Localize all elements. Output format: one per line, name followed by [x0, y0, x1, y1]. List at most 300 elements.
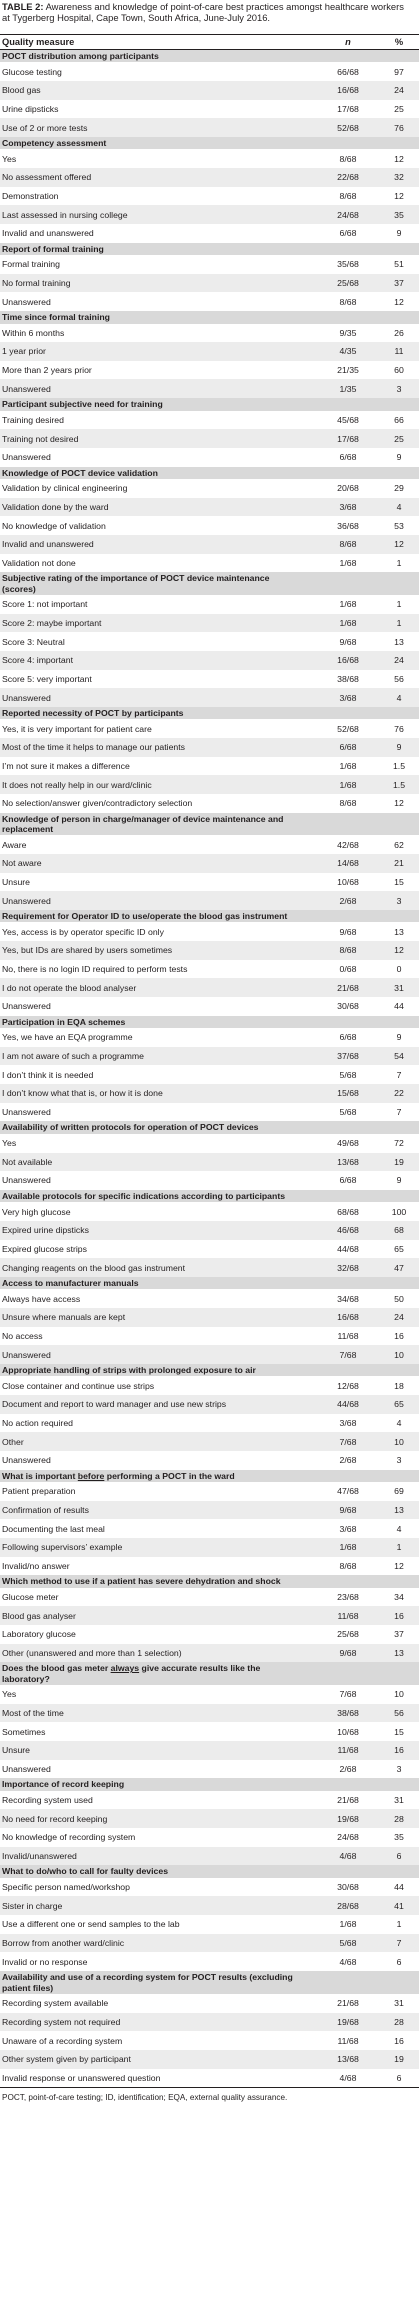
table-row [0, 1538, 419, 1557]
row-percent-value: 19 [394, 1156, 404, 1167]
row-n-value: 44/68 [337, 1243, 359, 1254]
section-header [0, 243, 419, 255]
row-label: Unanswered [2, 1455, 51, 1466]
table-row [0, 498, 419, 517]
row-label: I don’t know what that is, or how it is done [2, 1088, 163, 1099]
row-n-value: 6/68 [339, 742, 357, 753]
row-percent-value: 4 [396, 1417, 402, 1428]
row-label: No knowledge of validation [2, 520, 106, 531]
row-label: Other [2, 1436, 24, 1447]
table-row [0, 1625, 419, 1644]
section-header [0, 1470, 419, 1482]
row-n-value: 9/35 [339, 327, 357, 338]
row-percent-value: 16 [394, 2035, 404, 2046]
table-row [0, 960, 419, 979]
row-percent-value: 12 [394, 539, 404, 550]
row-n-value: 1/68 [339, 617, 357, 628]
row-label: Yes, we have an EQA programme [2, 1032, 133, 1043]
row-n-value: 45/68 [337, 414, 359, 425]
row-label: Unanswered [2, 1349, 51, 1360]
row-n-value: 23/68 [337, 1591, 359, 1602]
row-n-value: 2/68 [339, 1764, 357, 1775]
row-percent-value: 13 [394, 1647, 404, 1658]
row-label: Not aware [2, 858, 42, 869]
row-n-value: 37/68 [337, 1051, 359, 1062]
row-label: Training not desired [2, 433, 79, 444]
row-label: Unanswered [2, 1001, 51, 1012]
row-percent-value: 1 [396, 1542, 402, 1553]
row-label: Most of the time [2, 1708, 64, 1719]
table-row [0, 1153, 419, 1172]
row-percent-value: 9 [396, 228, 402, 239]
row-percent-value: 15 [394, 877, 404, 888]
row-label: Urine dipsticks [2, 104, 59, 115]
row-percent-value: 13 [394, 1504, 404, 1515]
row-n-value: 8/68 [339, 296, 357, 307]
section-title: Reported necessity of POCT by participants [2, 707, 184, 718]
row-percent-value: 50 [394, 1293, 404, 1304]
row-n-value: 7/68 [339, 1689, 357, 1700]
table-row [0, 81, 419, 100]
row-n-value: 52/68 [337, 122, 359, 133]
row-n-value: 15/68 [337, 1088, 359, 1099]
row-percent-value: 1 [396, 617, 402, 628]
row-percent-value: 25 [394, 433, 404, 444]
section-header [0, 1016, 419, 1028]
row-label: No access [2, 1330, 43, 1341]
row-label: Training desired [2, 414, 64, 425]
table-row [0, 1741, 419, 1760]
row-n-value: 0/68 [339, 964, 357, 975]
row-label: Within 6 months [2, 327, 65, 338]
row-n-value: 8/68 [339, 945, 357, 956]
row-label: Demonstration [2, 191, 59, 202]
row-percent-value: 54 [394, 1051, 404, 1062]
row-n-value: 22/68 [337, 172, 359, 183]
table-row [0, 1103, 419, 1122]
row-percent-value: 12 [394, 945, 404, 956]
row-n-value: 16/68 [337, 655, 359, 666]
table-row [0, 1395, 419, 1414]
section-header [0, 1865, 419, 1877]
row-n-value: 21/68 [337, 1998, 359, 2009]
section-header [0, 50, 419, 62]
row-n-value: 38/68 [337, 673, 359, 684]
row-percent-value: 16 [394, 1330, 404, 1341]
table-row [0, 535, 419, 554]
section-title: What to do/who to call for faulty devices [2, 1866, 169, 1877]
row-label: Yes [2, 1138, 17, 1149]
header-quality-measure: Quality measure [2, 37, 75, 47]
row-n-value: 5/68 [339, 1069, 357, 1080]
row-label: Most of the time it helps to manage our patients [2, 742, 186, 753]
row-label: I do not operate the blood analyser [2, 982, 137, 993]
row-percent-value: 9 [396, 742, 402, 753]
row-label: I don’t think it is needed [2, 1069, 94, 1080]
row-n-value: 46/68 [337, 1225, 359, 1236]
row-percent-value: 13 [394, 636, 404, 647]
table-row [0, 2013, 419, 2032]
row-percent-value: 6 [396, 1956, 402, 1967]
row-n-value: 1/68 [339, 779, 357, 790]
table-row [0, 2050, 419, 2069]
row-n-value: 17/68 [337, 433, 359, 444]
row-label: Always have access [2, 1293, 81, 1304]
section-header [0, 1971, 419, 1994]
table-row [0, 149, 419, 168]
section-title: Participant subjective need for training [2, 399, 163, 410]
row-n-value: 32/68 [337, 1262, 359, 1273]
row-n-value: 3/68 [339, 692, 357, 703]
row-percent-value: 3 [396, 895, 402, 906]
table-row [0, 118, 419, 137]
section-title: Time since formal training [2, 312, 110, 323]
row-percent-value: 3 [396, 1455, 402, 1466]
table-row [0, 1327, 419, 1346]
table-row [0, 922, 419, 941]
section-title: Requirement for Operator ID to use/operate the blood gas instrument [2, 911, 288, 922]
row-n-value: 52/68 [337, 723, 359, 734]
row-n-value: 11/68 [337, 1745, 359, 1756]
table-row [0, 941, 419, 960]
row-n-value: 16/68 [337, 1312, 359, 1323]
row-label: Score 1: not important [2, 599, 88, 610]
row-label: Unanswered [2, 383, 51, 394]
table-row [0, 1760, 419, 1779]
row-label: Invalid/no answer [2, 1560, 70, 1571]
row-label: I am not aware of such a programme [2, 1051, 144, 1062]
row-n-value: 16/68 [337, 85, 359, 96]
section-header [0, 707, 419, 719]
row-percent-value: 68 [394, 1225, 404, 1236]
row-percent-value: 7 [396, 1938, 402, 1949]
row-percent-value: 76 [394, 723, 404, 734]
row-n-value: 1/35 [339, 383, 357, 394]
row-label: Following supervisors’ example [2, 1542, 123, 1553]
section-title: Report of formal training [2, 243, 104, 254]
row-label: Expired glucose strips [2, 1243, 87, 1254]
row-label: No knowledge of recording system [2, 1832, 136, 1843]
row-percent-value: 24 [394, 1312, 404, 1323]
table-row [0, 1809, 419, 1828]
row-percent-value: 37 [394, 278, 404, 289]
table-row [0, 292, 419, 311]
row-label: Aware [2, 839, 27, 850]
table-row [0, 595, 419, 614]
row-label: Specific person named/workshop [2, 1882, 130, 1893]
section-header [0, 1364, 419, 1376]
row-label: It does not really help in our ward/clinic [2, 779, 152, 790]
row-n-value: 7/68 [339, 1436, 357, 1447]
row-label: No formal training [2, 278, 71, 289]
row-label: Recording system available [2, 1998, 109, 2009]
row-percent-value: 100 [391, 1206, 407, 1217]
row-percent-value: 60 [394, 365, 404, 376]
row-percent-value: 6 [396, 1851, 402, 1862]
section-title: Access to manufacturer manuals [2, 1277, 139, 1288]
table-row [0, 1308, 419, 1327]
row-n-value: 8/68 [339, 798, 357, 809]
row-n-value: 19/68 [337, 2016, 359, 2027]
row-label: Recording system used [2, 1795, 93, 1806]
section-title: Importance of record keeping [2, 1779, 125, 1790]
row-n-value: 38/68 [337, 1708, 359, 1719]
table-row [0, 1065, 419, 1084]
table-row [0, 379, 419, 398]
section-title: Appropriate handling of strips with prolonged exposure to air [2, 1364, 256, 1375]
row-label: Validation by clinical engineering [2, 483, 128, 494]
section-title: Knowledge of person in charge/manager of device maintenance and replacement [2, 813, 284, 835]
caption-text: Awareness and knowledge of point-of-care best practices amongst healthcare workers at Tygerberg Hospital, Cape Town, South Africa, June-July 2016. [2, 1, 404, 23]
row-percent-value: 3 [396, 383, 402, 394]
row-label: Formal training [2, 259, 60, 270]
table-row [0, 978, 419, 997]
row-n-value: 19/68 [337, 1813, 359, 1824]
row-percent-value: 1.5 [392, 760, 406, 771]
row-n-value: 21/68 [337, 982, 359, 993]
table-row [0, 361, 419, 380]
row-n-value: 66/68 [337, 66, 359, 77]
row-label: Unsure where manuals are kept [2, 1312, 126, 1323]
row-n-value: 35/68 [337, 259, 359, 270]
row-n-value: 25/68 [337, 278, 359, 289]
row-n-value: 4/68 [339, 2072, 357, 2083]
row-label: Unanswered [2, 1107, 51, 1118]
row-percent-value: 9 [396, 1175, 402, 1186]
row-label: I’m not sure it makes a difference [2, 760, 130, 771]
row-n-value: 6/68 [339, 452, 357, 463]
row-percent-value: 11 [394, 346, 404, 357]
section-header [0, 1121, 419, 1133]
row-label: Invalid and unanswered [2, 228, 94, 239]
section-header [0, 1575, 419, 1587]
row-percent-value: 25 [394, 104, 404, 115]
row-n-value: 4/68 [339, 1851, 357, 1862]
row-label: Use a different one or send samples to the lab [2, 1919, 180, 1930]
row-n-value: 9/68 [339, 1504, 357, 1515]
table-row [0, 324, 419, 343]
row-percent-value: 4 [396, 692, 402, 703]
row-label: Confirmation of results [2, 1504, 89, 1515]
table-row [0, 891, 419, 910]
row-label: Invalid response or unanswered question [2, 2072, 161, 2083]
row-label: Unanswered [2, 296, 51, 307]
row-percent-value: 4 [396, 1523, 402, 1534]
table-caption [2, 2, 414, 23]
row-label: Patient preparation [2, 1486, 76, 1497]
table-row [0, 1482, 419, 1501]
section-header [0, 398, 419, 410]
section-title: POCT distribution among participants [2, 51, 159, 61]
table-row [0, 1994, 419, 2013]
row-n-value: 42/68 [337, 839, 359, 850]
section-title: Participation in EQA schemes [2, 1016, 126, 1027]
row-n-value: 2/68 [339, 1455, 357, 1466]
row-label: Score 4: important [2, 655, 73, 666]
section-title: Availability of written protocols for operation of POCT devices [2, 1122, 259, 1133]
row-n-value: 11/68 [337, 1330, 359, 1341]
table-row [0, 1588, 419, 1607]
row-label: Yes [2, 1689, 17, 1700]
row-label: Other system given by participant [2, 2054, 131, 2065]
row-n-value: 8/68 [339, 539, 357, 550]
row-n-value: 4/35 [339, 346, 357, 357]
row-percent-value: 1 [396, 557, 402, 568]
row-percent-value: 41 [394, 1900, 404, 1911]
data-table [0, 34, 419, 2108]
row-percent-value: 28 [394, 1813, 404, 1824]
section-header [0, 1190, 419, 1202]
row-n-value: 1/68 [339, 1542, 357, 1553]
table-row [0, 1414, 419, 1433]
row-percent-value: 26 [394, 327, 404, 338]
table-row [0, 1240, 419, 1259]
section-header [0, 311, 419, 323]
table-row [0, 1791, 419, 1810]
table-row [0, 1828, 419, 1847]
row-label: No assessment offered [2, 172, 92, 183]
row-percent-value: 9 [396, 1032, 402, 1043]
row-percent-value: 15 [394, 1726, 404, 1737]
section-title: Competency assessment [2, 138, 107, 149]
section-header [0, 1277, 419, 1289]
row-label: Unaware of a recording system [2, 2035, 123, 2046]
row-percent-value: 29 [394, 483, 404, 494]
table-row [0, 168, 419, 187]
row-label: Unanswered [2, 452, 51, 463]
row-label: Expired urine dipsticks [2, 1225, 89, 1236]
row-n-value: 24/68 [337, 1832, 359, 1843]
table-row [0, 516, 419, 535]
table-row [0, 1685, 419, 1704]
row-percent-value: 1 [396, 1919, 402, 1930]
table-row [0, 274, 419, 293]
row-n-value: 8/68 [339, 153, 357, 164]
table-row [0, 342, 419, 361]
row-percent-value: 47 [394, 1262, 404, 1273]
row-percent-value: 22 [394, 1088, 404, 1099]
table-row [0, 1028, 419, 1047]
table-row [0, 448, 419, 467]
row-n-value: 11/68 [337, 2035, 359, 2046]
row-n-value: 5/68 [339, 1938, 357, 1949]
row-percent-value: 72 [394, 1138, 404, 1149]
table-row [0, 62, 419, 81]
row-n-value: 25/68 [337, 1629, 359, 1640]
row-label: Score 3: Neutral [2, 636, 65, 647]
row-percent-value: 21 [394, 858, 404, 869]
row-label: Yes, it is very important for patient care [2, 723, 152, 734]
table-row [0, 775, 419, 794]
row-percent-value: 28 [394, 2016, 404, 2027]
row-n-value: 6/68 [339, 1175, 357, 1186]
table-row [0, 255, 419, 274]
row-percent-value: 10 [394, 1349, 404, 1360]
row-n-value: 5/68 [339, 1107, 357, 1118]
table-row [0, 1934, 419, 1953]
table-row [0, 688, 419, 707]
row-n-value: 21/68 [337, 1795, 359, 1806]
row-label: Recording system not required [2, 2016, 121, 2027]
row-percent-value: 13 [394, 926, 404, 937]
row-percent-value: 0 [396, 964, 402, 975]
table-row [0, 100, 419, 119]
row-label: Invalid/unanswered [2, 1851, 77, 1862]
row-label: Sister in charge [2, 1900, 63, 1911]
row-n-value: 36/68 [337, 520, 359, 531]
row-n-value: 17/68 [337, 104, 359, 115]
row-n-value: 1/68 [339, 557, 357, 568]
table-row [0, 1896, 419, 1915]
row-n-value: 12/68 [337, 1380, 359, 1391]
table-row [0, 1878, 419, 1897]
row-label: Unanswered [2, 1175, 51, 1186]
table-row [0, 1952, 419, 1971]
row-percent-value: 69 [394, 1486, 404, 1497]
row-percent-value: 7 [396, 1107, 402, 1118]
table-row [0, 1557, 419, 1576]
row-label: Use of 2 or more tests [2, 122, 88, 133]
row-n-value: 1/68 [339, 599, 357, 610]
row-n-value: 10/68 [337, 1726, 359, 1737]
row-label: Yes [2, 153, 17, 164]
row-n-value: 34/68 [337, 1293, 359, 1304]
section-header [0, 1662, 419, 1685]
row-percent-value: 12 [394, 798, 404, 809]
header-percent: % [394, 37, 404, 47]
row-n-value: 3/68 [339, 1417, 357, 1428]
row-label: Blood gas analyser [2, 1610, 76, 1621]
section-header [0, 572, 419, 595]
row-label: Very high glucose [2, 1206, 71, 1217]
table-row [0, 1432, 419, 1451]
caption-label: TABLE 2: [2, 1, 44, 12]
row-label: Borrow from another ward/clinic [2, 1938, 125, 1949]
table-row [0, 1289, 419, 1308]
row-label: No, there is no login ID required to perform tests [2, 964, 188, 975]
table-row [0, 1451, 419, 1470]
row-n-value: 8/68 [339, 191, 357, 202]
row-n-value: 47/68 [337, 1486, 359, 1497]
row-percent-value: 24 [394, 655, 404, 666]
row-n-value: 3/68 [339, 501, 357, 512]
row-n-value: 14/68 [337, 858, 359, 869]
row-n-value: 20/68 [337, 483, 359, 494]
row-n-value: 4/68 [339, 1956, 357, 1967]
table-row [0, 1258, 419, 1277]
row-label: No selection/answer given/contradictory selection [2, 798, 193, 809]
row-n-value: 24/68 [337, 209, 359, 220]
row-n-value: 10/68 [337, 877, 359, 888]
row-label: Sometimes [2, 1726, 46, 1737]
row-percent-value: 16 [394, 1610, 404, 1621]
row-label: Yes, but IDs are shared by users sometimes [2, 945, 173, 956]
row-percent-value: 16 [394, 1745, 404, 1756]
table-row [0, 719, 419, 738]
table-row [0, 835, 419, 854]
row-n-value: 68/68 [337, 1206, 359, 1217]
table-row [0, 479, 419, 498]
section-title: Available protocols for specific indications according to participants [2, 1190, 286, 1201]
row-percent-value: 37 [394, 1629, 404, 1640]
table-row [0, 614, 419, 633]
row-percent-value: 12 [394, 191, 404, 202]
row-percent-value: 10 [394, 1689, 404, 1700]
row-percent-value: 31 [394, 1998, 404, 2009]
row-label: Validation done by the ward [2, 501, 109, 512]
row-n-value: 2/68 [339, 895, 357, 906]
table-row [0, 794, 419, 813]
